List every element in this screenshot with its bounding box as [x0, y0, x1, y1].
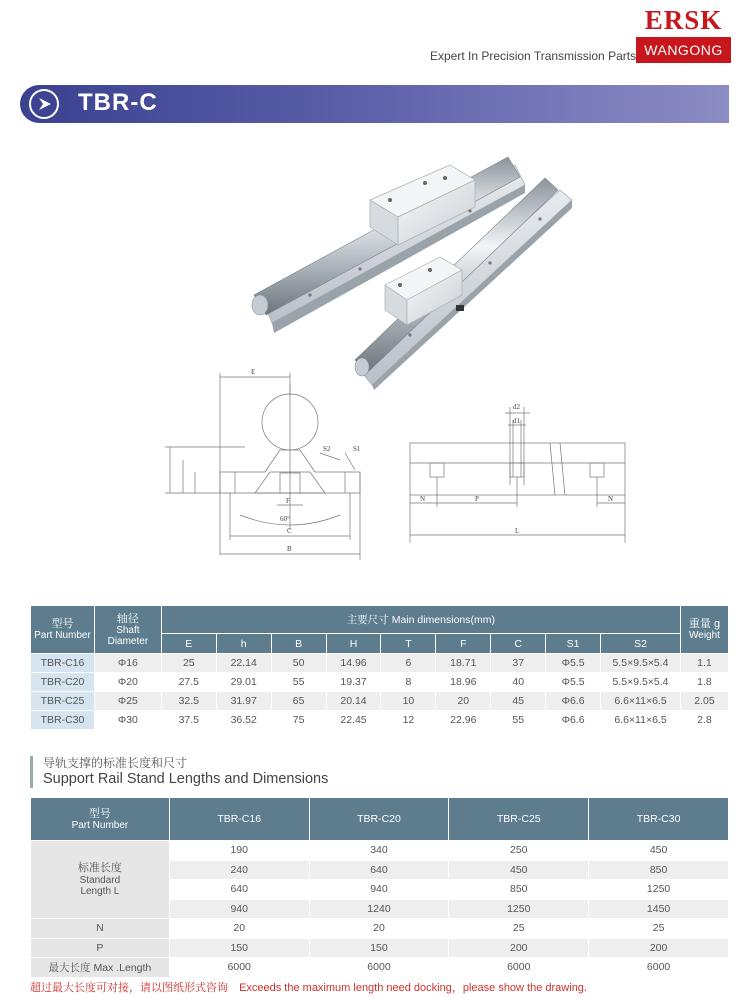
table-cell: 940	[309, 880, 449, 900]
brand-name: ERSK	[644, 5, 723, 35]
header-weight: 重量 g Weight	[680, 606, 728, 654]
col-header: H	[326, 634, 381, 654]
table-cell: 65	[271, 692, 326, 711]
table-cell: 20	[169, 919, 309, 939]
table-row	[31, 841, 729, 861]
part-cell: TBR-C25	[31, 692, 95, 711]
table-cell: Φ5.5	[546, 673, 601, 692]
table-cell: 18.71	[436, 654, 491, 673]
table-row	[31, 673, 729, 692]
dim-label-S1: S1	[353, 445, 361, 453]
page-title: TBR-C	[78, 89, 158, 116]
col-header-model: TBR-C25	[449, 798, 589, 841]
table-cell: 20	[309, 919, 449, 939]
table-cell: 250	[449, 841, 589, 861]
dim-label-angle: 60°	[280, 515, 290, 523]
title-bar	[20, 85, 729, 123]
col-header: C	[491, 634, 546, 654]
table-cell: 22.96	[436, 711, 491, 730]
table-cell: 2.05	[680, 692, 728, 711]
table-row	[31, 711, 729, 730]
header-part-number: 型号 Part Number	[31, 606, 95, 654]
dim-label-N-right: N	[608, 495, 614, 503]
table-cell: 850	[589, 860, 729, 880]
col-header-model: TBR-C16	[169, 798, 309, 841]
col-header-model: TBR-C20	[309, 798, 449, 841]
dim-label-L: L	[515, 527, 520, 535]
table-cell: 200	[449, 938, 589, 958]
table-cell: 40	[491, 673, 546, 692]
table-cell: 1.8	[680, 673, 728, 692]
table-cell: 25	[449, 919, 589, 939]
table-cell: 2.8	[680, 711, 728, 730]
table-cell: 1450	[589, 899, 729, 919]
table-cell: 45	[491, 692, 546, 711]
section-title-cn: 导轨支撑的标准长度和尺寸	[43, 756, 188, 770]
table-cell: 37	[491, 654, 546, 673]
dim-label-P: P	[475, 495, 479, 503]
col-header: h	[216, 634, 271, 654]
dim-label-N-left: N	[420, 495, 426, 503]
table-cell: 6.6×11×6.5	[601, 692, 681, 711]
table-cell: 25	[161, 654, 216, 673]
table-cell: 36.52	[216, 711, 271, 730]
dim-label-S2: S2	[323, 445, 331, 453]
table-cell: 6000	[589, 958, 729, 978]
row-label-n: N	[31, 919, 170, 939]
table-cell: 150	[169, 938, 309, 958]
section-title-en: Support Rail Stand Lengths and Dimensions	[43, 771, 329, 787]
table-cell: 240	[169, 860, 309, 880]
table-cell: 32.5	[161, 692, 216, 711]
col-header: F	[436, 634, 491, 654]
lengths-table	[30, 797, 729, 978]
dim-label-d2: d2	[513, 403, 520, 411]
table-cell: 55	[271, 673, 326, 692]
table-cell: 6000	[309, 958, 449, 978]
table-cell: 27.5	[161, 673, 216, 692]
table-cell: 5.5×9.5×5.4	[601, 673, 681, 692]
table-row	[31, 958, 729, 978]
table-cell: 340	[309, 841, 449, 861]
table-cell: 18.96	[436, 673, 491, 692]
table-row	[31, 919, 729, 939]
table-cell: 450	[449, 860, 589, 880]
dim-label-d1: d1	[513, 417, 520, 425]
table-cell: 22.45	[326, 711, 381, 730]
table-cell: 1250	[589, 880, 729, 900]
part-cell: TBR-C20	[31, 673, 95, 692]
dim-label-E: E	[251, 368, 256, 376]
tagline: Expert In Precision Transmission Parts	[430, 49, 637, 63]
table-cell: 8	[381, 673, 436, 692]
table-cell: 450	[589, 841, 729, 861]
table-cell: 200	[589, 938, 729, 958]
table-cell: 6000	[169, 958, 309, 978]
table-cell: 640	[169, 880, 309, 900]
table-cell: 150	[309, 938, 449, 958]
table-cell: Φ16	[94, 654, 161, 673]
table-cell: 6.6×11×6.5	[601, 711, 681, 730]
col-header: S1	[546, 634, 601, 654]
table-cell: Φ20	[94, 673, 161, 692]
table-cell: 1250	[449, 899, 589, 919]
table-row	[31, 938, 729, 958]
col-header: E	[161, 634, 216, 654]
footnote	[30, 979, 587, 995]
table-cell: Φ25	[94, 692, 161, 711]
dim-label-C: C	[287, 527, 292, 535]
footnote-en: Exceeds the maximum length need docking，please show the drawing.	[239, 982, 587, 994]
table-cell: 29.01	[216, 673, 271, 692]
table-cell: 14.96	[326, 654, 381, 673]
table-cell: Φ30	[94, 711, 161, 730]
col-header-model: TBR-C30	[589, 798, 729, 841]
table-cell: 12	[381, 711, 436, 730]
side-view-drawing	[405, 395, 635, 550]
table-row	[31, 692, 729, 711]
table-cell: 1240	[309, 899, 449, 919]
col-header: T	[381, 634, 436, 654]
table-cell: 640	[309, 860, 449, 880]
footnote-cn: 超过最大长度可对接，请以图纸形式咨询	[30, 982, 228, 994]
row-label-p: P	[31, 938, 170, 958]
col-header: B	[271, 634, 326, 654]
table-cell: 5.5×9.5×5.4	[601, 654, 681, 673]
table-cell: 50	[271, 654, 326, 673]
table-cell: 190	[169, 841, 309, 861]
table-cell: 55	[491, 711, 546, 730]
table-cell: 20.14	[326, 692, 381, 711]
table-cell: Φ6.6	[546, 711, 601, 730]
dim-label-B: B	[287, 545, 292, 553]
header-part-number: 型号 Part Number	[31, 798, 170, 841]
part-cell: TBR-C16	[31, 654, 95, 673]
brand-logo	[636, 6, 731, 63]
chevron-right-icon	[29, 89, 59, 119]
row-label-max-length: 最大长度 Max .Length	[31, 958, 170, 978]
dimensions-table	[30, 605, 729, 730]
cross-section-drawing	[155, 365, 375, 570]
col-header: S2	[601, 634, 681, 654]
product-image	[240, 145, 580, 390]
table-cell: 20	[436, 692, 491, 711]
header-main-dimensions: 主要尺寸 Main dimensions(mm)	[161, 606, 680, 634]
table-cell: Φ5.5	[546, 654, 601, 673]
table-cell: 940	[169, 899, 309, 919]
table-row	[31, 654, 729, 673]
table-cell: 6000	[449, 958, 589, 978]
table-cell: 31.97	[216, 692, 271, 711]
brand-subname: WANGONG	[636, 37, 731, 63]
table-cell: 6	[381, 654, 436, 673]
table-cell: Φ6.6	[546, 692, 601, 711]
table-cell: 19.37	[326, 673, 381, 692]
table-cell: 75	[271, 711, 326, 730]
table-cell: 1.1	[680, 654, 728, 673]
table-cell: 10	[381, 692, 436, 711]
table-cell: 37.5	[161, 711, 216, 730]
table-cell: 850	[449, 880, 589, 900]
part-cell: TBR-C30	[31, 711, 95, 730]
section-heading	[30, 756, 328, 788]
table-cell: 22.14	[216, 654, 271, 673]
header-shaft-diameter: 轴径 Shaft Diameter	[94, 606, 161, 654]
row-label-standard-length: 标准长度 Standard Length L	[31, 841, 170, 919]
dim-label-F: F	[286, 497, 290, 505]
table-cell: 25	[589, 919, 729, 939]
